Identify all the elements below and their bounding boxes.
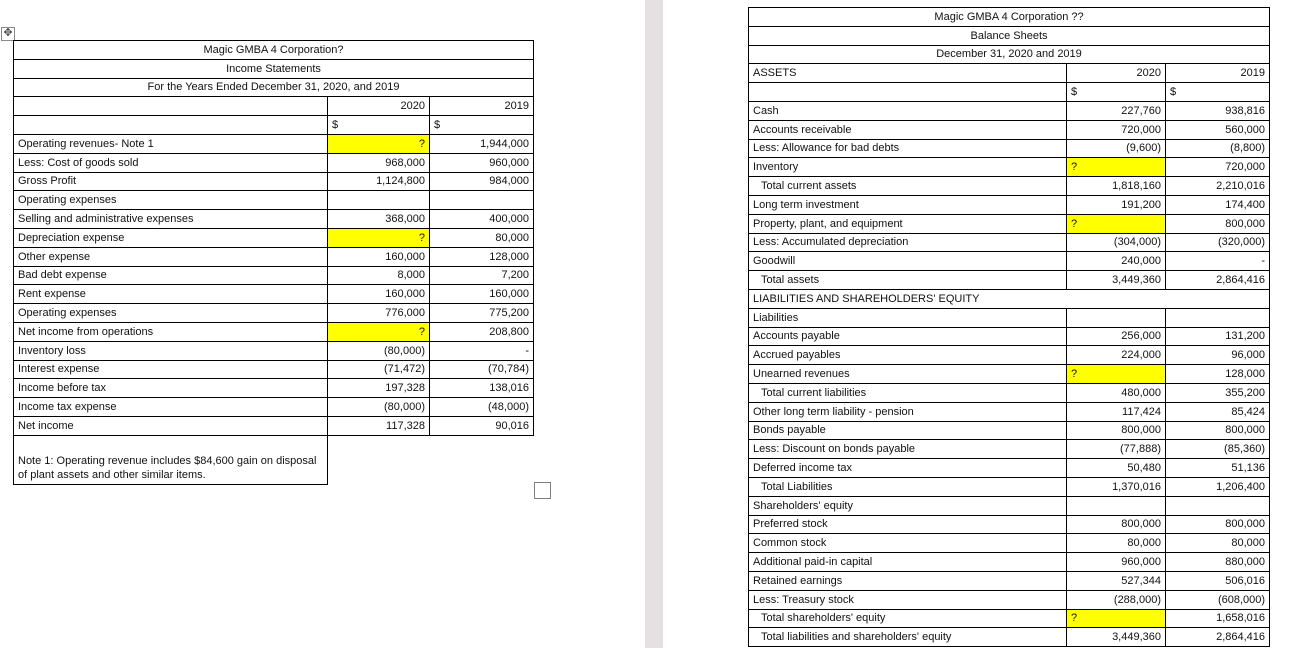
income-col-2020: 2020 (328, 97, 430, 116)
table-row (749, 609, 1270, 628)
unknown-marker: ? (1067, 610, 1095, 626)
row-label: Total assets (749, 271, 1067, 290)
row-label: Less: Discount on bonds payable (749, 440, 1067, 459)
value-2019: 174,400 (1166, 195, 1270, 214)
value-2019: 880,000 (1166, 553, 1270, 572)
value-2020: ? (328, 322, 430, 341)
value-2020: 368,000 (328, 210, 430, 229)
table-row (14, 134, 534, 153)
value-2020: 800,000 (1067, 421, 1166, 440)
value-2019: 85,424 (1166, 402, 1270, 421)
row-label: Less: Cost of goods sold (14, 153, 328, 172)
value-2019: (70,784) (430, 360, 534, 379)
table-row (749, 120, 1270, 139)
table-row (14, 398, 534, 417)
table-row (749, 628, 1270, 647)
row-label: Operating expenses (14, 191, 328, 210)
row-label: Accounts payable (749, 327, 1067, 346)
value-2020 (1067, 365, 1166, 384)
value-2020: 117,424 (1067, 402, 1166, 421)
value-2019: 938,816 (1166, 101, 1270, 120)
value-2019: (320,000) (1166, 233, 1270, 252)
value-2020: 480,000 (1067, 383, 1166, 402)
value-2019: 400,000 (430, 210, 534, 229)
row-label: Less: Accumulated depreciation (749, 233, 1067, 252)
balance-col-2019: 2019 (1166, 64, 1270, 83)
row-label: Inventory (749, 158, 1067, 177)
value-2020: (80,000) (328, 341, 430, 360)
value-2020: ? (328, 134, 430, 153)
row-label: Retained earnings (749, 571, 1067, 590)
table-row (14, 360, 534, 379)
table-row (749, 252, 1270, 271)
table-row (749, 346, 1270, 365)
table-row (14, 341, 534, 360)
value-2020 (1067, 308, 1166, 327)
value-2020: ? (328, 228, 430, 247)
row-label: Long term investment (749, 195, 1067, 214)
value-2020 (1067, 214, 1166, 233)
table-row (749, 101, 1270, 120)
balance-sheet-table (748, 7, 1270, 647)
value-2020: 3,449,360 (1067, 628, 1166, 647)
table-row (14, 322, 534, 341)
row-label: Less: Treasury stock (749, 590, 1067, 609)
income-currency-2019: $ (430, 116, 534, 135)
balance-col-2020: 2020 (1067, 64, 1166, 83)
value-2020: 197,328 (328, 379, 430, 398)
value-2020: 240,000 (1067, 252, 1166, 271)
balance-subtitle-row (749, 26, 1270, 45)
row-label: Cash (749, 101, 1067, 120)
value-2020: (288,000) (1067, 590, 1166, 609)
value-2019: 800,000 (1166, 515, 1270, 534)
income-title: Magic GMBA 4 Corporation? (14, 41, 534, 60)
value-2020: 80,000 (1067, 534, 1166, 553)
value-2019: 984,000 (430, 172, 534, 191)
value-2019: 775,200 (430, 304, 534, 323)
value-2019: 355,200 (1166, 383, 1270, 402)
value-2020: 160,000 (328, 247, 430, 266)
row-label: Deferred income tax (749, 459, 1067, 478)
value-2020: 117,328 (328, 416, 430, 435)
row-label: Income before tax (14, 379, 328, 398)
row-label: Selling and administrative expenses (14, 210, 328, 229)
value-2020: (77,888) (1067, 440, 1166, 459)
income-year-row (14, 97, 534, 116)
table-row (14, 304, 534, 323)
income-currency-row (14, 116, 534, 135)
value-2019: 80,000 (1166, 534, 1270, 553)
table-row (749, 158, 1270, 177)
income-period: For the Years Ended December 31, 2020, and 2019 (14, 78, 534, 97)
row-label: Preferred stock (749, 515, 1067, 534)
value-2019: 51,136 (1166, 459, 1270, 478)
row-label: Operating expenses (14, 304, 328, 323)
value-2020: (304,000) (1067, 233, 1166, 252)
value-2019: 560,000 (1166, 120, 1270, 139)
row-label: Other long term liability - pension (749, 402, 1067, 421)
table-row (749, 515, 1270, 534)
value-2020 (328, 191, 430, 210)
table-row (749, 308, 1270, 327)
value-2020: 776,000 (328, 304, 430, 323)
value-2019: 800,000 (1166, 214, 1270, 233)
value-2019: 2,864,416 (1166, 271, 1270, 290)
value-2019 (430, 191, 534, 210)
assets-header: ASSETS (749, 64, 1067, 83)
row-label: Income tax expense (14, 398, 328, 417)
table-row (749, 440, 1270, 459)
balance-year-row (749, 64, 1270, 83)
row-label: Unearned revenues (749, 365, 1067, 384)
table-row (14, 172, 534, 191)
value-2020: 1,818,160 (1067, 177, 1166, 196)
row-label: Total Liabilities (749, 477, 1067, 496)
row-label: Depreciation expense (14, 228, 328, 247)
income-statement-table (13, 40, 534, 485)
value-2020: 160,000 (328, 285, 430, 304)
value-2020: (80,000) (328, 398, 430, 417)
value-2019: 160,000 (430, 285, 534, 304)
table-row (14, 153, 534, 172)
table-row (14, 191, 534, 210)
table-row (749, 233, 1270, 252)
income-col-2019: 2019 (430, 97, 534, 116)
row-label: Bad debt expense (14, 266, 328, 285)
value-2020: 1,124,800 (328, 172, 430, 191)
value-2020: 50,480 (1067, 459, 1166, 478)
value-2020: 720,000 (1067, 120, 1166, 139)
table-row (14, 228, 534, 247)
row-label: Operating revenues- Note 1 (14, 134, 328, 153)
value-2020: 1,370,016 (1067, 477, 1166, 496)
table-row (749, 496, 1270, 515)
value-2020: 968,000 (328, 153, 430, 172)
value-2019: 7,200 (430, 266, 534, 285)
value-2019: - (430, 341, 534, 360)
value-2019: 1,944,000 (430, 134, 534, 153)
value-2020: 191,200 (1067, 195, 1166, 214)
balance-currency-2019: $ (1166, 83, 1270, 102)
value-2019: - (1166, 252, 1270, 271)
value-2020: 3,449,360 (1067, 271, 1166, 290)
value-2020: (71,472) (328, 360, 430, 379)
income-note-row (14, 435, 534, 484)
row-label: Property, plant, and equipment (749, 214, 1067, 233)
value-2020: 227,760 (1067, 101, 1166, 120)
balance-subtitle: Balance Sheets (749, 26, 1270, 45)
table-row (749, 195, 1270, 214)
table-row (749, 590, 1270, 609)
value-2019: (48,000) (430, 398, 534, 417)
row-label: Bonds payable (749, 421, 1067, 440)
unknown-marker: ? (1067, 216, 1095, 232)
balance-title-row (749, 8, 1270, 27)
income-period-row (14, 78, 534, 97)
row-label: Accrued payables (749, 346, 1067, 365)
income-note: Note 1: Operating revenue includes $84,600 gain on disposal of plant assets and other similar items. (14, 435, 328, 484)
table-row (749, 571, 1270, 590)
row-label: Total current assets (749, 177, 1067, 196)
value-2019: 90,016 (430, 416, 534, 435)
value-2020: 224,000 (1067, 346, 1166, 365)
table-row (14, 285, 534, 304)
value-2020: (9,600) (1067, 139, 1166, 158)
row-label: Total liabilities and shareholders' equity (749, 628, 1067, 647)
row-label: LIABILITIES AND SHAREHOLDERS' EQUITY (749, 289, 1270, 308)
table-move-handle-icon[interactable]: ✥ (1, 27, 15, 41)
row-label: Additional paid-in capital (749, 553, 1067, 572)
row-label: Total current liabilities (749, 383, 1067, 402)
row-label: Net income from operations (14, 322, 328, 341)
row-label: Gross Profit (14, 172, 328, 191)
value-2020 (1067, 496, 1166, 515)
value-2019: 960,000 (430, 153, 534, 172)
value-2019: 720,000 (1166, 158, 1270, 177)
table-row (14, 379, 534, 398)
unknown-marker: ? (1067, 159, 1095, 175)
balance-date: December 31, 2020 and 2019 (749, 45, 1270, 64)
value-2019: 128,000 (430, 247, 534, 266)
row-label: Rent expense (14, 285, 328, 304)
value-2019: (85,360) (1166, 440, 1270, 459)
row-label: Shareholders' equity (749, 496, 1067, 515)
row-label: Goodwill (749, 252, 1067, 271)
row-label: Other expense (14, 247, 328, 266)
table-row (749, 477, 1270, 496)
value-2020: 960,000 (1067, 553, 1166, 572)
row-label: Liabilities (749, 308, 1067, 327)
row-label: Common stock (749, 534, 1067, 553)
balance-date-row (749, 45, 1270, 64)
table-row (749, 327, 1270, 346)
row-label: Total shareholders' equity (749, 609, 1067, 628)
checkbox[interactable] (534, 482, 551, 499)
page-gutter (645, 0, 663, 648)
value-2019: (8,800) (1166, 139, 1270, 158)
row-label: Less: Allowance for bad debts (749, 139, 1067, 158)
value-2020: 527,344 (1067, 571, 1166, 590)
value-2019: 131,200 (1166, 327, 1270, 346)
row-label: Accounts receivable (749, 120, 1067, 139)
row-label: Inventory loss (14, 341, 328, 360)
value-2019: 208,800 (430, 322, 534, 341)
table-row (14, 266, 534, 285)
table-row (749, 214, 1270, 233)
income-subtitle-row (14, 59, 534, 78)
value-2020: 800,000 (1067, 515, 1166, 534)
table-row (749, 271, 1270, 290)
value-2019 (1166, 496, 1270, 515)
table-row (14, 210, 534, 229)
value-2019: 1,206,400 (1166, 477, 1270, 496)
value-2019: 1,658,016 (1166, 609, 1270, 628)
table-row (14, 247, 534, 266)
row-label: Interest expense (14, 360, 328, 379)
row-label: Net income (14, 416, 328, 435)
income-title-row (14, 41, 534, 60)
balance-currency-2020: $ (1067, 83, 1166, 102)
value-2019: 2,864,416 (1166, 628, 1270, 647)
value-2019: 138,016 (430, 379, 534, 398)
table-row (749, 383, 1270, 402)
value-2020 (1067, 158, 1166, 177)
table-row (749, 534, 1270, 553)
balance-title: Magic GMBA 4 Corporation ?? (749, 8, 1270, 27)
value-2019 (1166, 308, 1270, 327)
income-currency-2020: $ (328, 116, 430, 135)
value-2019: (608,000) (1166, 590, 1270, 609)
unknown-marker: ? (1067, 366, 1095, 382)
value-2019: 506,016 (1166, 571, 1270, 590)
table-row (749, 459, 1270, 478)
table-row (749, 365, 1270, 384)
table-row (749, 553, 1270, 572)
table-row (749, 421, 1270, 440)
value-2019: 96,000 (1166, 346, 1270, 365)
table-row (749, 289, 1270, 308)
value-2020: 8,000 (328, 266, 430, 285)
value-2019: 128,000 (1166, 365, 1270, 384)
value-2020: 256,000 (1067, 327, 1166, 346)
table-row (14, 416, 534, 435)
value-2019: 80,000 (430, 228, 534, 247)
income-subtitle: Income Statements (14, 59, 534, 78)
balance-currency-row (749, 83, 1270, 102)
value-2019: 2,210,016 (1166, 177, 1270, 196)
table-row (749, 402, 1270, 421)
table-row (749, 177, 1270, 196)
table-row (749, 139, 1270, 158)
value-2019: 800,000 (1166, 421, 1270, 440)
value-2020 (1067, 609, 1166, 628)
